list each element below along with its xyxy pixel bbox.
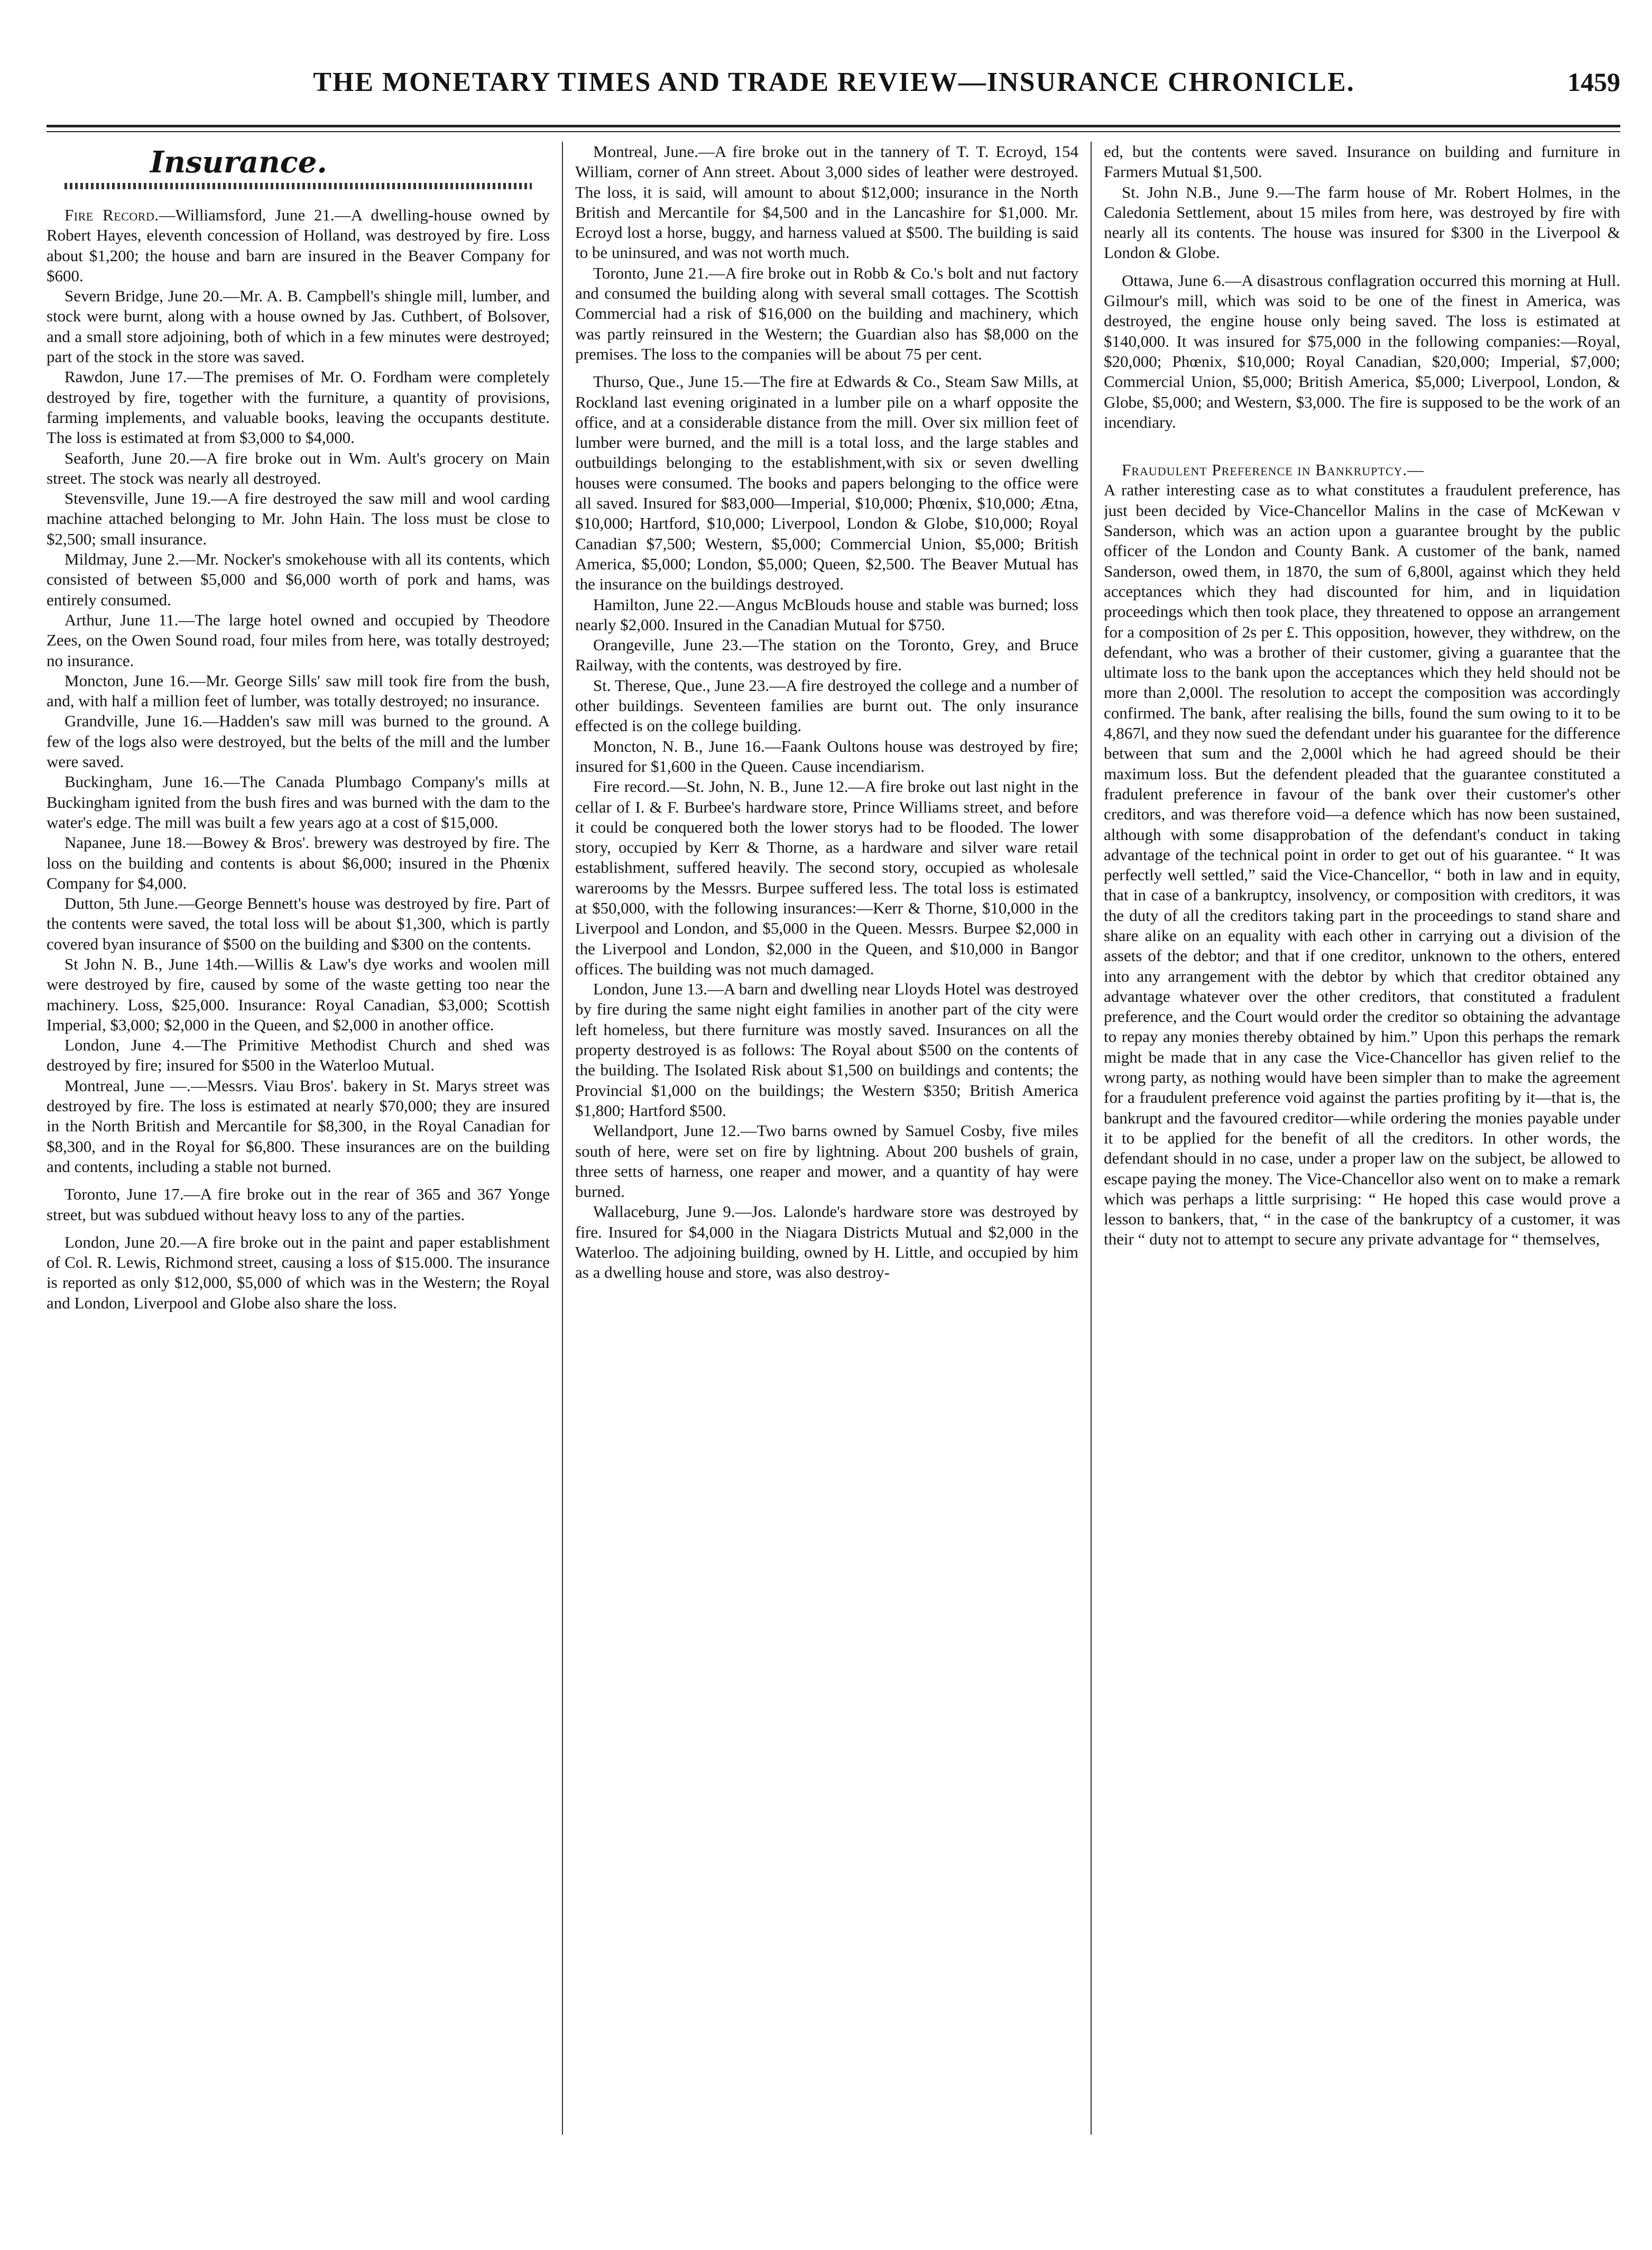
- column-divider: [1091, 142, 1092, 2135]
- column-3: [1104, 142, 1620, 2140]
- article-subheading: Fraudulent Preference in Bankruptcy.—: [1122, 460, 1425, 479]
- article-paragraph: St. Therese, Que., June 23.—A fire destroyed the college and a number of other buildings. Seventeen families are burnt out. The only insurance effected is on the college building.: [575, 676, 1078, 735]
- article-paragraph: St John N. B., June 14th.—Willis & Law's dye works and woolen mill were destroyed by fire, caused by some of the waste getting too near the machinery. Loss, $25,000. Insurance: Royal Canadian, $3,000; Scottish Imperial, $3,000; $2,000 in the Queen, and $2,000 in another office.: [47, 954, 550, 1034]
- article-paragraph: Severn Bridge, June 20.—Mr. A. B. Campbell's shingle mill, lumber, and stock were burnt, along with a house owned by Jas. Cuthbert, of Bolsover, and a small store adjoining, both of which in a few minutes were destroyed; part of the stock in the store was saved.: [47, 287, 550, 366]
- article-paragraph: Grandville, June 16.—Hadden's saw mill was burned to the ground. A few of the logs also were destroyed, but the belts of the mill and the lumber were saved.: [47, 712, 550, 771]
- columns: [47, 142, 1620, 2140]
- article-paragraph: London, June 20.—A fire broke out in the paint and paper establishment of Col. R. Lewis, Richmond street, causing a loss of $15.000. The insurance is reported as only $12,000, $5,000 of which was in the Western; the Royal and London, Liverpool and Globe also share the loss.: [47, 1232, 550, 1312]
- article-paragraph: Fire record.—St. John, N. B., June 12.—A fire broke out last night in the cellar of I. & F. Burbee's hardware store, Prince Williams street, and before it could be conquered both the lower storys had to be flooded. The lower story, occupied by Kerr & Thorne, as a hardware and silver ware retail establishment, suffered heavily. The second story, occupied as wholesale warerooms by the Messrs. Burpee suffered less. The total loss is estimated at $50,000, with the following insurances:—Kerr & Thorne, $10,000 in the Liverpool and London, and $5,000 in the Queen. Messrs. Burpee $2,000 in the Liverpool and London, $2,000 in the Queen, and $10,000 in Bangor offices. The building was not much damaged.: [575, 777, 1078, 978]
- article-paragraph: Ottawa, June 6.—A disastrous conflagration occurred this morning at Hull. Gilmour's mill, which was soid to be one of the finest in America, was destroyed, the engine house only being saved. The loss is estimated at $140,000. It was insured for $75,000 in the following companies:—Royal, $20,000; Phœnix, $10,000; Royal Canadian, $20,000; Imperial, $7,000; Commercial Union, $5,000; British America, $5,000; Liverpool, London, & Globe, $5,000; and Western, $3,000. The fire is supposed to be the work of an incendiary.: [1104, 271, 1620, 431]
- article-paragraph: London, June 13.—A barn and dwelling near Lloyds Hotel was destroyed by fire during the same night eight families in another part of the city were left homeless, but there furniture was mostly saved. Insurances on all the property destroyed is as follows: The Royal about $500 on the contents of the building. The Isolated Risk about $1,500 on buildings and contents; the Provincial $1,000 on the buildings; the Western $350; British America $1,800; Hartford $500.: [575, 980, 1078, 1120]
- running-head: [48, 67, 1620, 115]
- article-paragraph: Dutton, 5th June.—George Bennett's house was destroyed by fire. Part of the contents were saved, the total loss will be about $1,300, which is partly covered byan insurance of $500 on the building and $300 on the contents.: [47, 894, 550, 953]
- column-1: [47, 142, 550, 2140]
- article-paragraph: ed, but the contents were saved. Insurance on building and furniture in Farmers Mutual $1,500.: [1104, 142, 1620, 181]
- header-rule-thin: [47, 131, 1620, 132]
- column-2: [575, 142, 1078, 2140]
- article-paragraph: Toronto, June 17.—A fire broke out in the rear of 365 and 367 Yonge street, but was subdued without heavy loss to any of the parties.: [47, 1185, 550, 1224]
- article-paragraph: Toronto, June 21.—A fire broke out in Robb & Co.'s bolt and nut factory and consumed the building along with several small cottages. The Scottish Commercial had a risk of $16,000 on the building and machinery, which was partly reinsured in the Western; the Guardian also has $8,000 on the premises. The loss to the companies will be about 75 per cent.: [575, 263, 1078, 363]
- paragraph-text: —Williamsford, June 21.—A dwelling-house owned by Robert Hayes, eleventh concession of Holland, was destroyed by fire. Loss about $1,200; the house and barn are insured in the Beaver Company for $600.: [47, 206, 550, 285]
- article-paragraph: St. John N.B., June 9.—The farm house of Mr. Robert Holmes, in the Caledonia Settlement, about 15 miles from here, was destroyed by fire with nearly all its contents. The house was insured for $300 in the Liverpool & London & Globe.: [1104, 182, 1620, 262]
- header-rule-thick: [47, 125, 1620, 127]
- page-number: 1459: [1567, 67, 1620, 97]
- article-paragraph: Montreal, June —.—Messrs. Viau Bros'. bakery in St. Marys street was destroyed by fire. The loss is estimated at nearly $70,000; they are insured in the North British and Mercantile for $8,300, in the Royal Canadian for $8,300, and in the Royal for $6,800. These insurances are on the building and contents, including a stable not burned.: [47, 1076, 550, 1176]
- article-paragraph: Montreal, June.—A fire broke out in the tannery of T. T. Ecroyd, 154 William, corner of Ann street. About 3,000 sides of leather were destroyed. The loss, it is said, will amount to about $12,000; insurance in the North British and Mercantile for $4,500 and in the Lancashire for $1,000. Mr. Ecroyd lost a horse, buggy, and harness valued at $500. The building is said to be uninsured, and was not worth much.: [575, 142, 1078, 262]
- article-paragraph: Stevensville, June 19.—A fire destroyed the saw mill and wool carding machine attached belonging to Mr. John Hain. The loss must be close to $2,500; small insurance.: [47, 489, 550, 548]
- article-paragraph: Hamilton, June 22.—Angus McBlouds house and stable was burned; loss nearly $2,000. Insured in the Canadian Mutual for $750.: [575, 595, 1078, 634]
- fire-record-lead: Fire Record.: [64, 206, 159, 224]
- article-paragraph: Buckingham, June 16.—The Canada Plumbago Company's mills at Buckingham ignited from the bush fires and was burned with the dam to the water's edge. The mill was built a few years ago at a cost of $15,000.: [47, 772, 550, 832]
- article-paragraph: Napanee, June 18.—Bowey & Bros'. brewery was destroyed by fire. The loss on the building and contents is about $6,000; insured in the Phœnix Company for $4,000.: [47, 833, 550, 892]
- article-body: A rather interesting case as to what constitutes a fraudulent preference, has just been decided by Vice-Chancellor Malins in the case of McKewan v Sanderson, which was an action upon a guarantee brought by the public officer of the London and County Bank. A customer of the bank, named Sanderson, owed them, in 1870, the sum of 6,800l, against which they held acceptances which they had discounted for him, and in liquidation proceedings which then took place, they threatened to oppose an arrangement for a composition of 2s per £. This opposition, however, they withdrew, on the defendant, who was a brother of their customer, giving a guarantee that the ultimate loss to the bank upon the acceptances which they held should not be more than 2,000l. The resolution to accept the composition was accordingly confirmed. The bank, after realising the bills, found the sum owing to it to be 4,867l, and they now sued the defendant under his guarantee for the difference between that sum and the 2,000l which he had agreed should be their maximum loss. But the defendent pleaded that the guarantee constituted a fradulent preference in favour of the bank over their customer's other creditors, and was therefore void—a defence which has now been sustained, although with some disapprobation of the defendant's conduct in taking advantage of the technical point in order to get out of his guarantee. “ It was perfectly well settled,” said the Vice-Chancellor, “ both in law and in equity, that in case of a bankruptcy, insolvency, or composition with creditors, it was the duty of all the creditors taking part in the proceedings to stand share and share alike on an equality with each other in carrying out a division of the assets of the debtor; and that if one creditor, unknown to the others, entered into any arrangement with the debtor by which that creditor obtained any advantage whatever over the other creditors, that constituted a fradulent preference, and the Court would order the creditor so obtaining the advantage to repay any monies thereby obtained by him.” Upon this perhaps the remark might be made that in any case the Vice-Chancellor has given relief to the wrong party, as nothing would have been simpler than to make the agreement for a fraudulent preference void against the parties profiting by it—that is, the bankrupt and the favoured creditor—while ordering the monies payable under it to be applied for the benefit of all the creditors. In other words, the defendant should in no case, under a proper law on the subject, be allowed to escape paying the money. The Vice-Chancellor also went on to make a remark which was perhaps a little surprising: “ He hoped this case would prove a lesson to bankers, that, “ in the case of the bankruptcy of a customer, it was their “ duty not to attempt to secure any private advantage for “ themselves,: [1104, 481, 1620, 1249]
- article-paragraph: Wellandport, June 12.—Two barns owned by Samuel Cosby, five miles south of here, were set on fire by lightning. About 200 bushels of grain, three setts of harness, one reaper and mower, and a quantity of hay were burned.: [575, 1121, 1078, 1201]
- article-paragraph: Moncton, June 16.—Mr. George Sills' saw mill took fire from the bush, and, with half a million feet of lumber, was totally destroyed; no insurance.: [47, 671, 550, 711]
- article-paragraph: Arthur, June 11.—The large hotel owned and occupied by Theodore Zees, on the Owen Sound road, four miles from here, was totally destroyed; no insurance.: [47, 610, 550, 670]
- article-paragraph: London, June 4.—The Primitive Methodist Church and shed was destroyed by fire; insured for $500 in the Waterloo Mutual.: [47, 1036, 550, 1075]
- article-paragraph: Moncton, N. B., June 16.—Faank Oultons house was destroyed by fire; insured for $1,600 in the Queen. Cause incendiarism.: [575, 736, 1078, 776]
- column-divider: [562, 142, 563, 2135]
- article-paragraph: Seaforth, June 20.—A fire broke out in Wm. Ault's grocery on Main street. The stock was nearly all destroyed.: [47, 448, 550, 487]
- article-paragraph: [47, 205, 550, 286]
- article-paragraph: Orangeville, June 23.—The station on the Toronto, Grey, and Bruce Railway, with the contents, was destroyed by fire.: [575, 635, 1078, 675]
- masthead-title: THE MONETARY TIMES AND TRADE REVIEW—INSURANCE CHRONICLE.: [313, 67, 1355, 97]
- heading-ornament-rule: [64, 183, 532, 189]
- article-paragraph: Rawdon, June 17.—The premises of Mr. O. Fordham were completely destroyed by fire, together with the furniture, a quantity of provisions, farming implements, and valuable books, leaving the occupants destitute. The loss is estimated at from $3,000 to $4,000.: [47, 367, 550, 447]
- article-paragraph: Wallaceburg, June 9.—Jos. Lalonde's hardware store was destroyed by fire. Insured for $4,000 in the Niagara Districts Mutual and $2,000 in the Waterloo. The adjoining building, owned by H. Little, and occupied by him as a dwelling house and store, was also destroy-: [575, 1202, 1078, 1282]
- section-heading: Insurance.: [150, 145, 327, 180]
- article-paragraph: Mildmay, June 2.—Mr. Nocker's smokehouse with all its contents, which consisted of between $5,000 and $6,000 worth of pork and hams, was entirely consumed.: [47, 550, 550, 609]
- article-paragraph: Thurso, Que., June 15.—The fire at Edwards & Co., Steam Saw Mills, at Rockland last evening originated in a lumber pile on a wharf opposite the office, and at a considerable distance from the mill. Over six million feet of lumber were burned, and the mill is a total loss, and the large stables and outbuildings belonging to the establishment,with six or seven dwelling houses were consumed. The books and papers belonging to the office were all saved. Insured for $83,000—Imperial, $10,000; Phœnix, $10,000; Ætna, $10,000; Hartford, $10,000; Liverpool, London & Globe, $10,000; Royal Canadian $7,500; Western, $5,000; Commercial Union, $5,000; British America, $5,000; London, $5,000; Queen, $2,500. The Beaver Mutual has the insurance on the buildings destroyed.: [575, 372, 1078, 594]
